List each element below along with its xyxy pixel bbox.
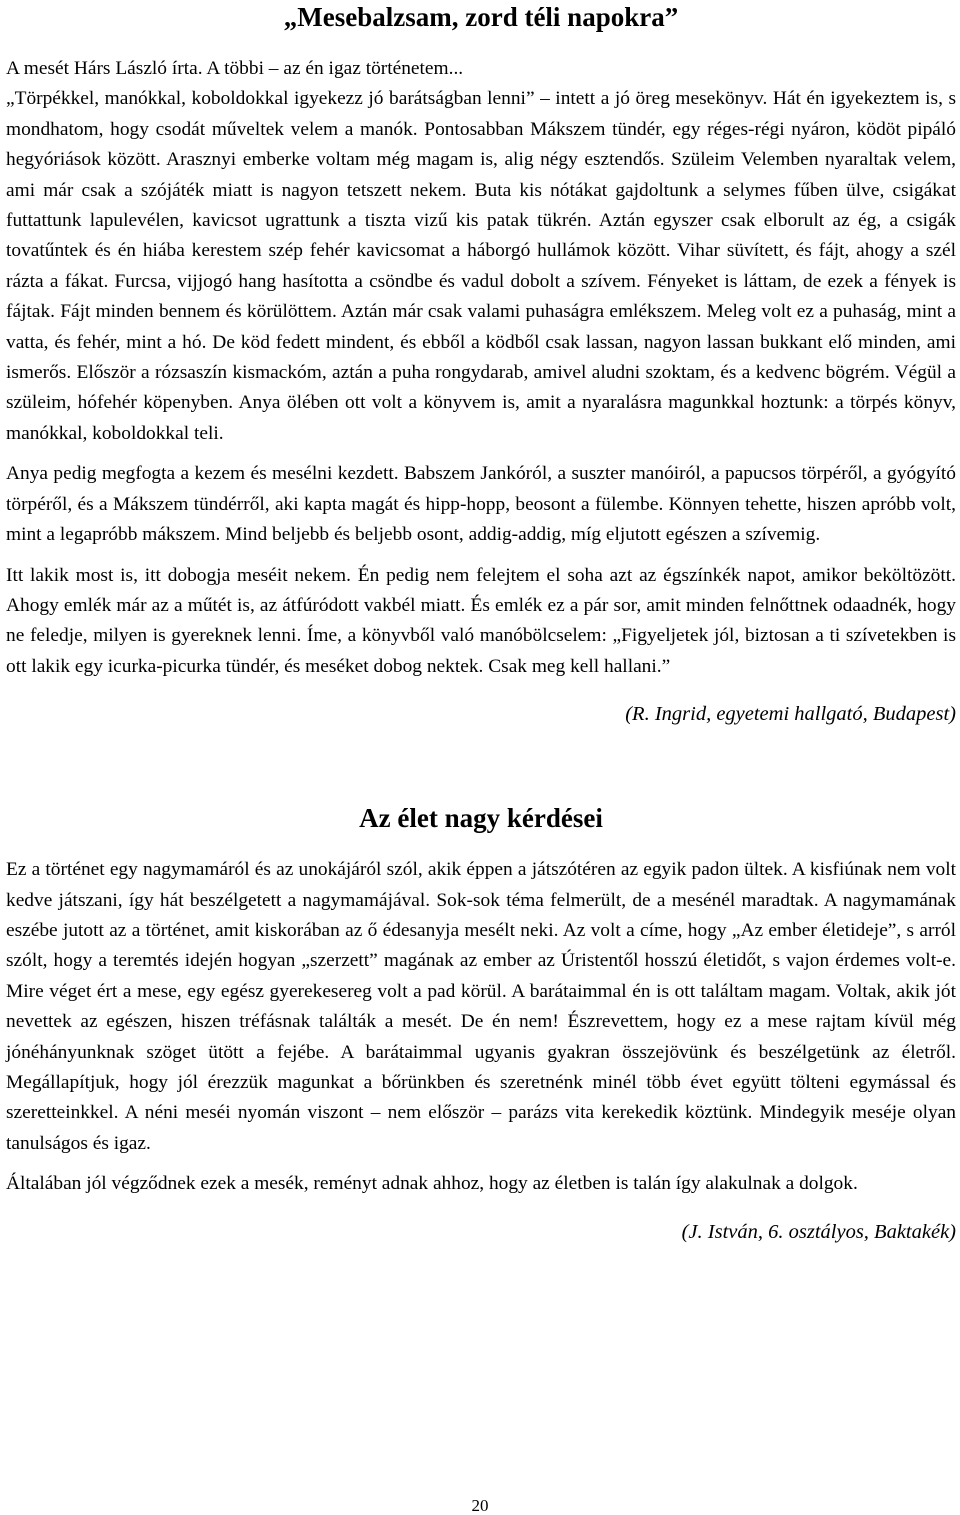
story-title: „Mesebalzsam, zord téli napokra” bbox=[283, 2, 679, 32]
story-intro: A mesét Hárs László írta. A többi – az én igaz történetem... bbox=[6, 58, 464, 79]
section-spacer bbox=[6, 729, 956, 803]
document-page bbox=[6, 0, 956, 1247]
story-paragraph: Itt lakik most is, itt dobogja meséit nekem. Én pedig nem felejtem el soha azt az égszínkék napot, amikor beköltözött. Ahogy emlék már az a műtét is, az átfúródott vakbél miatt. És emlék ez a pár sor, amit minden felnőttnek odaadnék, hogy ne feledje, milyen is gyereknek lenni. Íme, a könyvből való manóbölcselem: „Figyeljetek jól, biztosan a ti szívetekben is ott lakik egy icurka-picurka tündér, és meséket dobog nektek. Csak meg kell hallani.” bbox=[6, 564, 956, 677]
story-paragraph: Ez a történet egy nagymamáról és az unokájáról szól, akik éppen a játszótéren az egyik padon ültek. A kisfiúnak nem volt kedve játszani, így hát beszélgetett a nagymamájával. Sok-sok téma felmerült, de a mesénél maradtak. A nagymamának eszébe jutott az a történet, amit kiskorában az ő édesanyja mesélt neki. Az volt a címe, hogy „Az ember életideje”, s arról szólt, hogy a teremtés idején hogyan „szerzett” magának az ember az Úristentől hosszú életidőt, s vajon érdemes volt-e. Mire véget ért a mese, egy egész gyerekesereg volt a pad körül. A barátaimmal én is ott találtam magam. Voltak, akik jót nevettek az egészen, hiszen tréfásnak találták a mesét. De én nem! Észrevettem, hogy ez a mese rajtam kívül még jónéhányunknak szöget ütött a fejébe. A barátaimmal ugyanis gyakran összejövünk és beszélgetünk az életről. Megállapítjuk, hogy jól érezzük magunkat a bőrünkben és szeretnénk minél több évet együtt tölteni egymással és szeretteinkkel. A néni meséi nyomán viszont – nem először – parázs vita kerekedik köztünk. Mindegyik meséje olyan tanulságos és igaz. bbox=[6, 859, 956, 1154]
author-signature: (J. István, 6. osztályos, Baktakék) bbox=[681, 1220, 956, 1243]
story-title: Az élet nagy kérdései bbox=[359, 803, 603, 834]
author-signature: (R. Ingrid, egyetemi hallgató, Budapest) bbox=[625, 703, 956, 726]
story-paragraph: „Törpékkel, manókkal, koboldokkal igyekezz jó barátságban lenni” – intett a jó öreg mesekönyv. Hát én igyekeztem is, s mondhatom, hogy csodát műveltek velem a manók. Pontosabban Mákszem tündér, egy réges-régi nyáron, ködöt pipáló hegyóriások között. Arasznyi emberke voltam még magam is, alig négy esztendős. Szüleim Velemben nyaraltak velem, ami már csak a szójáték miatt is nagyon tetszett nekem. Buta kis nótákat gajdoltunk a selymes fűben ülve, csigákat futtattunk lapulevélen, kavicsot ugrattunk a tiszta vizű kis patak tükrén. Aztán egyszer csak elborult az ég, a csigák tovatűntek és én hiába kerestem szép fehér kavicsomat a háborgó hullámok között. Vihar süvített, és fájt, ahogy a szél rázta a fákat. Furcsa, vijjogó hang hasította a csöndbe és vadul dobolt a szívem. Fényeket is láttam, de ezek a fények is fájtak. Fájt minden bennem és körülöttem. Aztán már csak valami puhaságra emlékszem. Meleg volt ez a puhaság, mint a vatta, és fehér, mint a hó. De köd fedett mindent, és ebből a ködből csak lassan, nagyon lassan bukkant elő minden, ami ismerős. Először a rózsaszín kismackóm, aztán a puha rongydarab, amivel aludni szoktam, és a kedvenc bögrém. Végül a szüleim, hófehér köpenyben. Anya ölében ott volt a könyvem is, amit a nyaralásra magunkkal hoztunk: a törpés könyv, manókkal, koboldokkal teli. bbox=[6, 88, 956, 444]
page-number: 20 bbox=[471, 1496, 489, 1515]
story-paragraph: Anya pedig megfogta a kezem és mesélni kezdett. Babszem Jankóról, a suszter manóiról, a papucsos törpéről, a gyógyító törpéről, és a Mákszem tündérről, aki kapta magát és hipp-hopp, beosont a fülembe. Könnyen tehette, hiszen apróbb volt, mint a legapróbb mákszem. Mind beljebb és beljebb osont, addig-addig, míg eljutott egészen a szívemig. bbox=[6, 463, 956, 546]
story-paragraph: Általában jól végződnek ezek a mesék, reményt adnak ahhoz, hogy az életben is talán így alakulnak a dolgok. bbox=[6, 1173, 858, 1195]
